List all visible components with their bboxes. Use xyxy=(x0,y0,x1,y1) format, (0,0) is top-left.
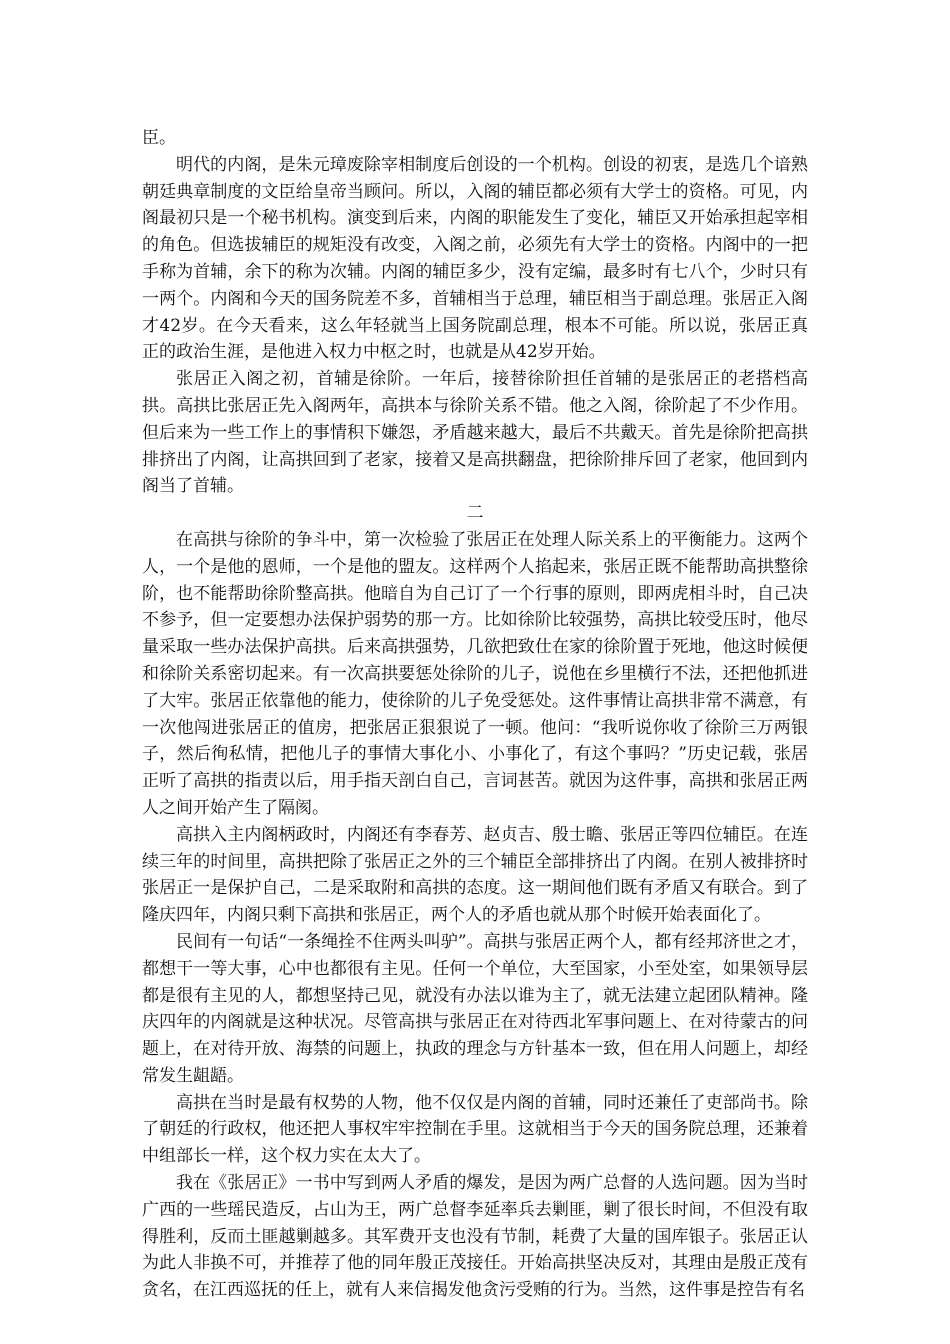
paragraph-continuation: 臣。 xyxy=(142,128,176,148)
paragraph-gao-power: 高拱在当时是最有权势的人物，他不仅仅是内阁的首辅，同时还兼任了吏部尚书。除了朝廷的行政权，他还把人事权牢牢控制在手里。这就相当于今天的国务院总理，还兼着中组部长一样，这个权力实在太大了。 xyxy=(142,1092,808,1167)
paragraph-folk-saying: 民间有一句话“一条绳拴不住两头叫驴”。高拱与张居正两个人，都有经邦济世之才，都想干一等大事，心中也都很有主见。任何一个单位，大至国家，小至处室，如果领导层都是很有主见的人，都想坚持己见，就没有办法以谁为主了，就无法建立起团队精神。隆庆四年的内阁就是这种状况。尽管高拱与张居正在对待西北军事问题上、在对待蒙古的问题上，在对待开放、海禁的问题上，执政的理念与方针基本一致，但在用人问题上，却经常发生龃龉。 xyxy=(142,931,808,1086)
paragraph-gao-xu-struggle: 在高拱与徐阶的争斗中，第一次检验了张居正在处理人际关系上的平衡能力。这两个人，一个是他的恩师，一个是他的盟友。这样两个人掐起来，张居正既不能帮助高拱整徐阶，也不能帮助徐阶整高拱。他暗自为自己订了一个行事的原则，即两虎相斗时，自己决不参予，但一定要想办法保护弱势的那一方。比如徐阶比较强势，高拱比较受压时，他尽量采取一些办法保护高拱。后来高拱强势，几欲把致仕在家的徐阶置于死地，他这时候便和徐阶关系密切起来。有一次高拱要惩处徐阶的儿子，说他在乡里横行不法，还把他抓进了大牢。张居正依靠他的能力，使徐阶的儿子免受惩处。这件事情让高拱非常不满意，有一次他闯进张居正的值房，把张居正狠狠说了一顿。他问：“我听说你收了徐阶三万两银子，然后徇私情，把他儿子的事情大事化小、小事化了，有这个事吗？”历史记载，张居正听了高拱的指责以后，用手指天剖白自己，言词甚苦。就因为这件事，高拱和张居正两人之间开始产生了隔阂。 xyxy=(142,529,808,818)
section-heading: 二 xyxy=(466,503,484,524)
paragraph-early-cabinet: 张居正入阁之初，首辅是徐阶。一年后，接替徐阶担任首辅的是张居正的老搭档高拱。高拱比张居正先入阁两年，高拱本与徐阶关系不错。他之入阁，徐阶起了不少作用。但后来为一些工作上的事情积下嫌怨，矛盾越来越大，最后不共戴天。首先是徐阶把高拱排挤出了内阁，让高拱回到了老家，接着又是高拱翻盘，把徐阶排斥回了老家，他回到内阁当了首辅。 xyxy=(142,369,808,497)
paragraph-ming-cabinet: 明代的内阁，是朱元璋废除宰相制度后创设的一个机构。创设的初衷，是选几个谙熟朝廷典章制度的文臣给皇帝当顾问。所以，入阁的辅臣都必须有大学士的资格。可见，内阁最初只是一个秘书机构。演变到后来，内阁的职能发生了变化，辅臣又开始承担起宰相的角色。但选拔辅臣的规矩没有改变，入阁之前，必须先有大学士的资格。内阁中的一把手称为首辅，余下的称为次辅。内阁的辅臣多少，没有定编，最多时有七八个，少时只有一两个。内阁和今天的国务院差不多，首辅相当于总理，辅臣相当于副总理。张居正入阁才42岁。在今天看来，这么年轻就当上国务院副总理，根本不可能。所以说，张居正真正的政治生涯，是他进入权力中枢之时，也就是从42岁开始。 xyxy=(142,154,808,363)
paragraph-governor-issue: 我在《张居正》一书中写到两人矛盾的爆发，是因为两广总督的人选问题。因为当时广西的一些瑶民造反，占山为王，两广总督李延率兵去剿匪，剿了很长时间，不但没有取得胜利，反而土匪越剿越多。其军费开支也没有节制，耗费了大量的国库银子。张居正认为此人非换不可，并推荐了他的同年殷正茂接任。开始高拱坚决反对，其理由是殷正茂有贪名，在江西巡抚的任上，就有人来信揭发他贪污受贿的行为。当然，这件事是控告有名 xyxy=(142,1173,808,1301)
document-page xyxy=(142,125,808,1304)
paragraph-gao-leads-cabinet: 高拱入主内阁柄政时，内阁还有李春芳、赵贞吉、殷士瞻、张居正等四位辅臣。在连续三年的时间里，高拱把除了张居正之外的三个辅臣全部排挤出了内阁。在别人被排挤时张居正一是保护自己，二是采取附和高拱的态度。这一期间他们既有矛盾又有联合。到了隆庆四年，内阁只剩下高拱和张居正，两个人的矛盾也就从那个时候开始表面化了。 xyxy=(142,824,808,926)
